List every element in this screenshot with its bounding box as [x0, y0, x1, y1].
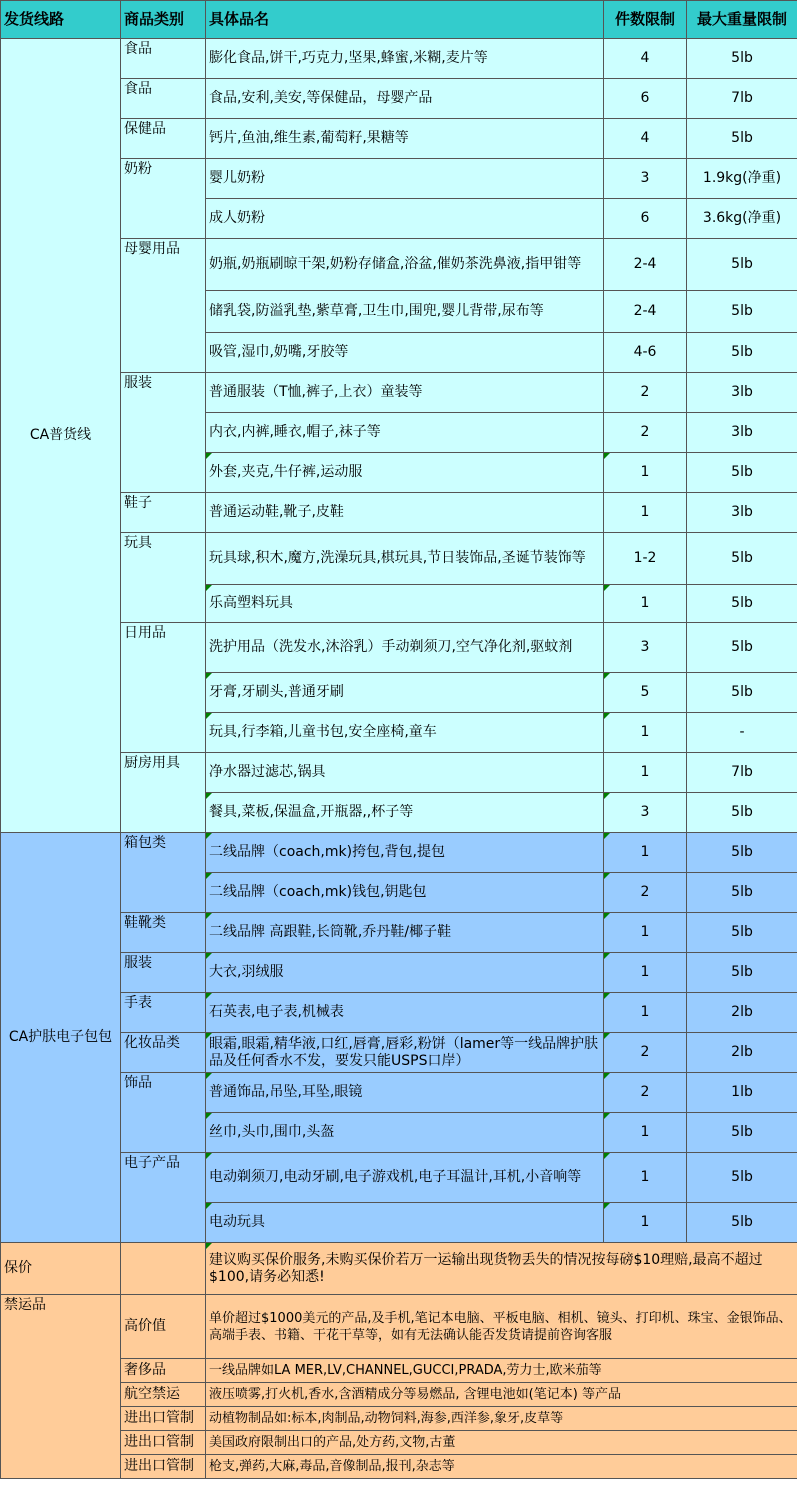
item-cell: 眼霜,眼霜,精华液,口红,唇膏,唇彩,粉饼（lamer等一线品牌护肤品及任何香水不发，要发只能USPS口岸）: [206, 1033, 604, 1073]
count-cell: 2: [604, 373, 687, 413]
category-cell: 玩具: [121, 533, 206, 623]
item-cell: 餐具,菜板,保温盒,开瓶器,,杯子等: [206, 793, 604, 833]
header-item: 具体品名: [206, 1, 604, 39]
item-cell: 普通服装（T恤,裤子,上衣）童装等: [206, 373, 604, 413]
count-cell: 1: [604, 833, 687, 873]
header-category: 商品类别: [121, 1, 206, 39]
count-cell: 4: [604, 39, 687, 79]
count-cell: 1: [604, 493, 687, 533]
weight-cell: 7lb: [687, 79, 797, 119]
count-cell: 2: [604, 873, 687, 913]
table-row: [1, 493, 797, 533]
weight-cell: 5lb: [687, 39, 797, 79]
route-ca-general: CA普货线: [1, 39, 121, 833]
count-cell: 1: [604, 1153, 687, 1203]
item-cell: 吸管,湿巾,奶嘴,牙胶等: [206, 333, 604, 373]
route-ca-skincare: CA护肤电子包包: [1, 833, 121, 1243]
prohibited-row: [1, 1295, 797, 1359]
weight-cell: 5lb: [687, 673, 797, 713]
weight-cell: 5lb: [687, 291, 797, 333]
weight-cell: 2lb: [687, 993, 797, 1033]
weight-cell: 5lb: [687, 585, 797, 623]
count-cell: 2: [604, 1033, 687, 1073]
category-cell: 服装: [121, 373, 206, 493]
count-cell: 1: [604, 1113, 687, 1153]
insurance-category-empty: [121, 1243, 206, 1295]
weight-cell: 5lb: [687, 1113, 797, 1153]
item-cell: 钙片,鱼油,维生素,葡萄籽,果糖等: [206, 119, 604, 159]
prohibited-category: 高价值: [121, 1295, 206, 1359]
prohibited-label: 禁运品: [1, 1295, 121, 1479]
count-cell: 3: [604, 623, 687, 673]
item-cell: 电动玩具: [206, 1203, 604, 1243]
count-cell: 2: [604, 413, 687, 453]
item-cell: 牙膏,牙刷头,普通牙刷: [206, 673, 604, 713]
insurance-row: [1, 1243, 797, 1295]
weight-cell: 5lb: [687, 453, 797, 493]
category-cell: 鞋子: [121, 493, 206, 533]
count-cell: 3: [604, 159, 687, 199]
prohibited-category: 进出口管制: [121, 1455, 206, 1479]
weight-cell: 5lb: [687, 239, 797, 291]
table-row: [1, 533, 797, 585]
table-row: [1, 119, 797, 159]
table-row: [1, 39, 797, 79]
item-cell: 玩具球,积木,魔方,洗澡玩具,棋玩具,节日装饰品,圣诞节装饰等: [206, 533, 604, 585]
prohibited-category: 进出口管制: [121, 1431, 206, 1455]
weight-cell: 5lb: [687, 119, 797, 159]
table-row: [1, 623, 797, 673]
count-cell: 2-4: [604, 239, 687, 291]
count-cell: 1: [604, 993, 687, 1033]
insurance-text: 建议购买保价服务,未购买保价若万一运输出现货物丢失的情况按每磅$10理赔,最高不超过$100,请务必知悉!: [206, 1243, 797, 1295]
header-row: [1, 1, 797, 39]
weight-cell: 5lb: [687, 793, 797, 833]
category-cell: 母婴用品: [121, 239, 206, 373]
count-cell: 1: [604, 953, 687, 993]
count-cell: 1: [604, 913, 687, 953]
prohibited-row: [1, 1455, 797, 1479]
item-cell: 大衣,羽绒服: [206, 953, 604, 993]
count-cell: 1-2: [604, 533, 687, 585]
count-cell: 1: [604, 1203, 687, 1243]
item-cell: 膨化食品,饼干,巧克力,坚果,蜂蜜,米糊,麦片等: [206, 39, 604, 79]
weight-cell: 1lb: [687, 1073, 797, 1113]
item-cell: 成人奶粉: [206, 199, 604, 239]
header-route: 发货线路: [1, 1, 121, 39]
prohibited-category: 航空禁运: [121, 1383, 206, 1407]
weight-cell: 5lb: [687, 913, 797, 953]
header-weight: 最大重量限制: [687, 1, 797, 39]
weight-cell: 5lb: [687, 873, 797, 913]
item-cell: 内衣,内裤,睡衣,帽子,袜子等: [206, 413, 604, 453]
table-row: [1, 373, 797, 413]
weight-cell: 3.6kg(净重): [687, 199, 797, 239]
prohibited-item: 单价超过$1000美元的产品,及手机,笔记本电脑、平板电脑、相机、镜头、打印机、珠宝、金银饰品、高端手表、书籍、干花干草等，如有无法确认能否发货请提前咨询客服: [206, 1295, 797, 1359]
weight-cell: 5lb: [687, 833, 797, 873]
category-cell: 饰品: [121, 1073, 206, 1153]
prohibited-item: 一线品牌如LA MER,LV,CHANNEL,GUCCI,PRADA,劳力士,欧米茄等: [206, 1359, 797, 1383]
prohibited-item: 枪支,弹药,大麻,毒品,音像制品,报刊,杂志等: [206, 1455, 797, 1479]
table-row: [1, 833, 797, 873]
table-row: [1, 1073, 797, 1113]
category-cell: 日用品: [121, 623, 206, 753]
table-row: [1, 993, 797, 1033]
table-row: [1, 159, 797, 199]
item-cell: 食品,安利,美安,等保健品，母婴产品: [206, 79, 604, 119]
category-cell: 奶粉: [121, 159, 206, 239]
category-cell: 食品: [121, 39, 206, 79]
prohibited-row: [1, 1431, 797, 1455]
item-cell: 玩具,行李箱,儿童书包,安全座椅,童车: [206, 713, 604, 753]
count-cell: 3: [604, 793, 687, 833]
category-cell: 保健品: [121, 119, 206, 159]
count-cell: 6: [604, 199, 687, 239]
item-cell: 丝巾,头巾,围巾,头盔: [206, 1113, 604, 1153]
category-cell: 电子产品: [121, 1153, 206, 1243]
prohibited-item: 动植物制品如:标本,肉制品,动物饲料,海参,西洋参,象牙,皮草等: [206, 1407, 797, 1431]
category-cell: 手表: [121, 993, 206, 1033]
category-cell: 厨房用具: [121, 753, 206, 833]
item-cell: 洗护用品（洗发水,沐浴乳）手动剃须刀,空气净化剂,驱蚊剂: [206, 623, 604, 673]
item-cell: 奶瓶,奶瓶刷晾干架,奶粉存储盒,浴盆,催奶茶洗鼻液,指甲钳等: [206, 239, 604, 291]
count-cell: 2-4: [604, 291, 687, 333]
weight-cell: -: [687, 713, 797, 753]
item-cell: 普通运动鞋,靴子,皮鞋: [206, 493, 604, 533]
weight-cell: 5lb: [687, 1203, 797, 1243]
category-cell: 化妆品类: [121, 1033, 206, 1073]
prohibited-row: [1, 1383, 797, 1407]
count-cell: 4: [604, 119, 687, 159]
item-cell: 普通饰品,吊坠,耳坠,眼镜: [206, 1073, 604, 1113]
prohibited-item: 液压喷雾,打火机,香水,含酒精成分等易燃品, 含锂电池如(笔记本) 等产品: [206, 1383, 797, 1407]
weight-cell: 2lb: [687, 1033, 797, 1073]
count-cell: 4-6: [604, 333, 687, 373]
prohibited-row: [1, 1407, 797, 1431]
weight-cell: 3lb: [687, 413, 797, 453]
table-row: [1, 79, 797, 119]
count-cell: 1: [604, 453, 687, 493]
table-row: [1, 1033, 797, 1073]
count-cell: 1: [604, 753, 687, 793]
table-row: [1, 913, 797, 953]
count-cell: 6: [604, 79, 687, 119]
count-cell: 5: [604, 673, 687, 713]
weight-cell: 5lb: [687, 533, 797, 585]
category-cell: 食品: [121, 79, 206, 119]
item-cell: 乐高塑料玩具: [206, 585, 604, 623]
weight-cell: 5lb: [687, 333, 797, 373]
item-cell: 二线品牌 高跟鞋,长筒靴,乔丹鞋/椰子鞋: [206, 913, 604, 953]
item-cell: 电动剃须刀,电动牙刷,电子游戏机,电子耳温计,耳机,小音响等: [206, 1153, 604, 1203]
count-cell: 2: [604, 1073, 687, 1113]
item-cell: 二线品牌（coach,mk)挎包,背包,提包: [206, 833, 604, 873]
item-cell: 净水器过滤芯,锅具: [206, 753, 604, 793]
prohibited-category: 奢侈品: [121, 1359, 206, 1383]
item-cell: 二线品牌（coach,mk)钱包,钥匙包: [206, 873, 604, 913]
category-cell: 箱包类: [121, 833, 206, 913]
weight-cell: 5lb: [687, 953, 797, 993]
table-row: [1, 953, 797, 993]
table-row: [1, 1153, 797, 1203]
category-cell: 服装: [121, 953, 206, 993]
item-cell: 外套,夹克,牛仔裤,运动服: [206, 453, 604, 493]
weight-cell: 7lb: [687, 753, 797, 793]
table-row: [1, 753, 797, 793]
prohibited-row: [1, 1359, 797, 1383]
weight-cell: 5lb: [687, 1153, 797, 1203]
prohibited-item: 美国政府限制出口的产品,处方药,文物,古董: [206, 1431, 797, 1455]
weight-cell: 1.9kg(净重): [687, 159, 797, 199]
item-cell: 储乳袋,防溢乳垫,紫草膏,卫生巾,围兜,婴儿背带,尿布等: [206, 291, 604, 333]
insurance-label: 保价: [1, 1243, 121, 1295]
item-cell: 石英表,电子表,机械表: [206, 993, 604, 1033]
weight-cell: 3lb: [687, 373, 797, 413]
header-count: 件数限制: [604, 1, 687, 39]
count-cell: 1: [604, 585, 687, 623]
weight-cell: 5lb: [687, 623, 797, 673]
category-cell: 鞋靴类: [121, 913, 206, 953]
table-row: [1, 239, 797, 291]
item-cell: 婴儿奶粉: [206, 159, 604, 199]
prohibited-category: 进出口管制: [121, 1407, 206, 1431]
weight-cell: 3lb: [687, 493, 797, 533]
count-cell: 1: [604, 713, 687, 753]
